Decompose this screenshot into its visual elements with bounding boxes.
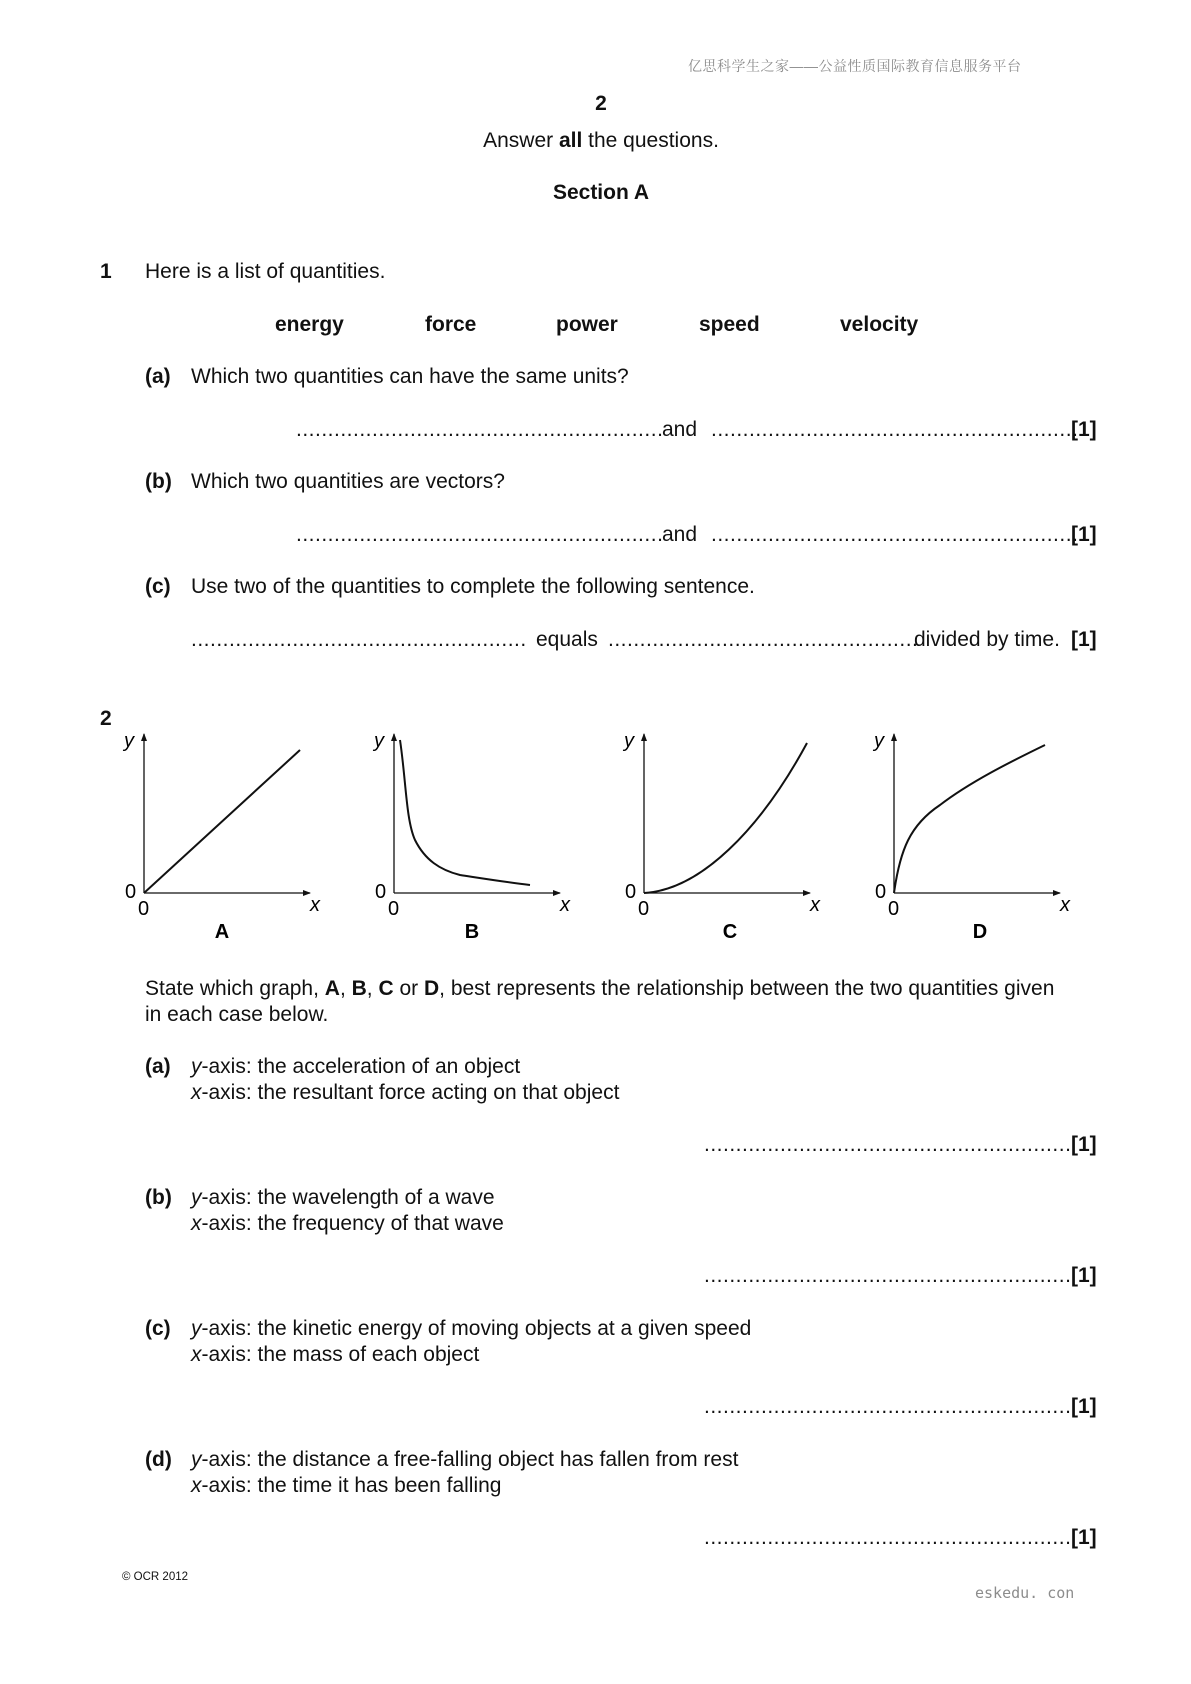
- quantity-item: force: [425, 313, 477, 336]
- quantity-item: speed: [699, 313, 760, 336]
- question-1-stem: Here is a list of quantities.: [145, 260, 386, 283]
- instruction-text: , best represents the relationship between the two quantities given: [439, 977, 1055, 1000]
- graph-c-y-label: y: [624, 730, 634, 752]
- graph-c: [622, 730, 821, 943]
- page-number: 2: [595, 92, 607, 115]
- graph-d-origin-x: 0: [888, 898, 900, 920]
- part-question-text: Which two quantities are vectors?: [191, 470, 505, 493]
- watermark-text: 亿思科学生之家——公益性质国际教育信息服务平台: [688, 58, 1022, 74]
- part-y-axis-text: [191, 1317, 751, 1341]
- mark-allocation: [1]: [1071, 1264, 1097, 1287]
- answer-line[interactable]: ..........................................................: [711, 523, 1079, 546]
- y-var: y: [191, 1317, 202, 1340]
- mark-allocation: [1]: [1071, 628, 1097, 651]
- part-label: (b): [145, 470, 172, 493]
- answer-line[interactable]: ..........................................................: [704, 1264, 1072, 1287]
- part-label: (a): [145, 365, 171, 388]
- x-axis-description: -axis: the resultant force acting on that object: [201, 1081, 620, 1104]
- answer-line[interactable]: ..........................................................: [704, 1526, 1072, 1549]
- mark-allocation: [1]: [1071, 418, 1097, 441]
- mark-allocation: [1]: [1071, 1526, 1097, 1549]
- graph-set: [110, 720, 1090, 950]
- x-var: x: [191, 1474, 202, 1497]
- graph-d-origin-y: 0: [875, 881, 887, 903]
- instruction-sep: ,: [366, 977, 379, 1000]
- q2-instruction-line1: [145, 977, 1054, 1001]
- and-text: and: [662, 418, 698, 441]
- instruction-pre: Answer: [483, 129, 559, 152]
- part-y-axis-text: [191, 1448, 738, 1472]
- graph-b-origin-x: 0: [388, 898, 400, 920]
- quantity-item: power: [556, 313, 618, 336]
- answer-line[interactable]: .....................................................: [191, 628, 527, 651]
- graph-a-label: A: [214, 921, 230, 943]
- copyright-notice: © OCR 2012: [122, 1571, 189, 1583]
- answer-line[interactable]: .................................................: [608, 628, 919, 651]
- mark-allocation: [1]: [1071, 1133, 1097, 1156]
- y-axis-description: -axis: the wavelength of a wave: [201, 1186, 495, 1209]
- instruction-bold: all: [558, 129, 583, 152]
- quantity-item: energy: [275, 313, 344, 336]
- graph-d: [872, 730, 1071, 943]
- graph-b-curve: [400, 740, 530, 885]
- instruction-text: State which graph,: [145, 977, 325, 1000]
- graph-d-x-label: x: [1060, 894, 1070, 916]
- instruction-post: the questions.: [582, 129, 719, 152]
- part-question-text: Use two of the quantities to complete the following sentence.: [191, 575, 755, 598]
- graph-b-label: B: [464, 921, 480, 943]
- answer-line[interactable]: ..........................................................: [296, 418, 664, 441]
- graph-d-curve: [894, 745, 1045, 893]
- graph-c-label: C: [722, 921, 738, 943]
- graph-b-origin-y: 0: [375, 881, 387, 903]
- part-x-axis-text: [191, 1474, 502, 1498]
- x-var: x: [191, 1343, 202, 1366]
- question-1-number: 1: [100, 260, 112, 283]
- quantity-item: velocity: [840, 313, 919, 336]
- graph-b-y-label: y: [374, 730, 384, 752]
- graph-d-y-label: y: [874, 730, 884, 752]
- part-y-axis-text: [191, 1055, 520, 1079]
- mark-allocation: [1]: [1071, 523, 1097, 546]
- answer-line[interactable]: ..........................................................: [704, 1395, 1072, 1418]
- graph-a-y-label: y: [124, 730, 134, 752]
- graph-b-x-label: x: [560, 894, 570, 916]
- graph-ref-d: D: [423, 977, 440, 1000]
- graph-c-origin-y: 0: [625, 881, 637, 903]
- y-var: y: [191, 1055, 202, 1078]
- graph-d-label: D: [972, 921, 988, 943]
- graph-ref-a: A: [324, 977, 340, 1000]
- graph-a-origin-x: 0: [138, 898, 150, 920]
- sentence-tail: divided by time.: [914, 628, 1060, 651]
- graph-ref-c: C: [378, 977, 394, 1000]
- graph-c-origin-x: 0: [638, 898, 650, 920]
- y-var: y: [191, 1448, 202, 1471]
- answer-line[interactable]: ..........................................................: [296, 523, 664, 546]
- part-x-axis-text: [191, 1081, 619, 1105]
- x-axis-description: -axis: the frequency of that wave: [201, 1212, 504, 1235]
- x-var: x: [191, 1212, 202, 1235]
- y-axis-description: -axis: the acceleration of an object: [201, 1055, 521, 1078]
- exam-instruction: [0, 129, 1191, 153]
- graph-a-origin-y: 0: [125, 881, 137, 903]
- y-var: y: [191, 1186, 202, 1209]
- part-label: (a): [145, 1055, 171, 1078]
- graph-b: [372, 730, 571, 943]
- x-axis-description: -axis: the mass of each object: [201, 1343, 480, 1366]
- equals-text: equals: [536, 628, 598, 651]
- site-watermark: eskedu. con: [975, 1584, 1075, 1602]
- graph-c-x-label: x: [810, 894, 820, 916]
- x-var: x: [191, 1081, 202, 1104]
- part-y-axis-text: [191, 1186, 495, 1210]
- part-label: (b): [145, 1186, 172, 1209]
- y-axis-description: -axis: the distance a free-falling object has fallen from rest: [201, 1448, 739, 1471]
- y-axis-description: -axis: the kinetic energy of moving objects at a given speed: [201, 1317, 752, 1340]
- graph-a-x-label: x: [310, 894, 320, 916]
- graph-a: [122, 730, 321, 943]
- instruction-or: or: [393, 977, 424, 1000]
- q2-instruction-line2: in each case below.: [145, 1003, 329, 1026]
- question-2-number: 2: [100, 707, 112, 730]
- graph-ref-b: B: [351, 977, 367, 1000]
- answer-line[interactable]: ..........................................................: [704, 1133, 1072, 1156]
- part-question-text: Which two quantities can have the same units?: [191, 365, 629, 388]
- part-x-axis-text: [191, 1212, 504, 1236]
- section-title: Section A: [552, 181, 650, 204]
- graph-c-curve: [644, 743, 807, 893]
- x-axis-description: -axis: the time it has been falling: [201, 1474, 502, 1497]
- part-label: (d): [145, 1448, 172, 1471]
- part-label: (c): [145, 1317, 171, 1340]
- part-label: (c): [145, 575, 171, 598]
- graph-a-curve: [144, 750, 300, 893]
- mark-allocation: [1]: [1071, 1395, 1097, 1418]
- instruction-sep: ,: [339, 977, 352, 1000]
- and-text: and: [662, 523, 698, 546]
- answer-line[interactable]: ..........................................................: [711, 418, 1079, 441]
- part-x-axis-text: [191, 1343, 479, 1367]
